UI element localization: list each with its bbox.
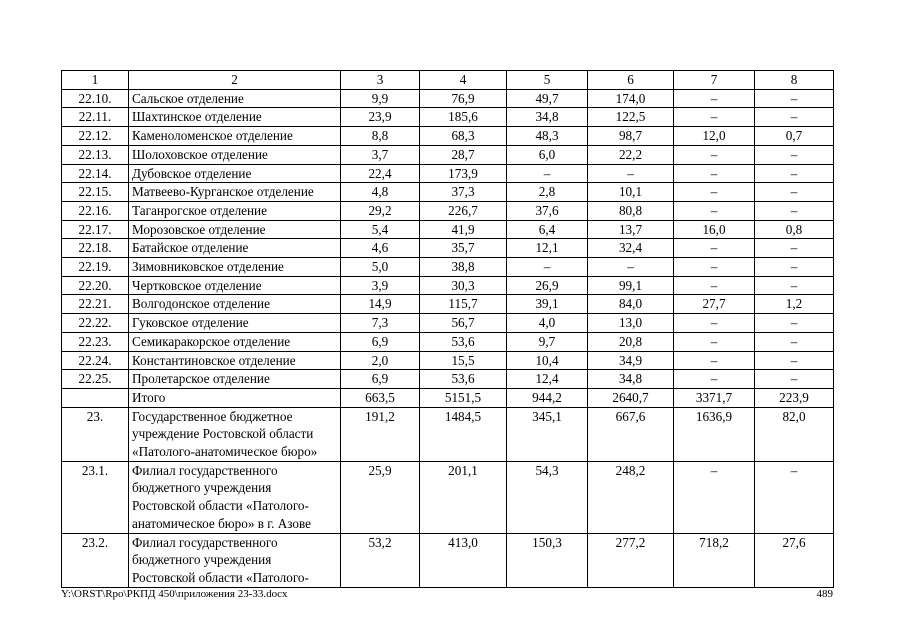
row-name-cell: Шахтинское отделение — [129, 108, 341, 127]
value-cell: 98,7 — [588, 127, 674, 146]
table-row — [62, 239, 834, 258]
row-number-cell: 22.13. — [62, 145, 129, 164]
row-number-cell: 22.11. — [62, 108, 129, 127]
value-cell: – — [755, 201, 834, 220]
row-name-cell: Матвеево-Курганское отделение — [129, 183, 341, 202]
row-number-cell: 22.14. — [62, 164, 129, 183]
row-name-cell: Гуковское отделение — [129, 314, 341, 333]
value-cell: 8,8 — [341, 127, 420, 146]
value-cell: 174,0 — [588, 89, 674, 108]
value-cell: 122,5 — [588, 108, 674, 127]
row-name-cell: Константиновское отделение — [129, 351, 341, 370]
value-cell: 22,4 — [341, 164, 420, 183]
table-row — [62, 370, 834, 389]
table-row — [62, 388, 834, 407]
value-cell: – — [755, 145, 834, 164]
value-cell: 6,4 — [507, 220, 588, 239]
value-cell: 34,9 — [588, 351, 674, 370]
value-cell: – — [755, 239, 834, 258]
value-cell: – — [674, 108, 755, 127]
value-cell: 84,0 — [588, 295, 674, 314]
value-cell: 1484,5 — [420, 407, 507, 461]
row-number-cell: 23. — [62, 407, 129, 461]
row-name-cell: Государственное бюджетное учреждение Ростовской области «Патолого-анатомическое бюро» — [129, 407, 341, 461]
value-cell: – — [674, 145, 755, 164]
value-cell: – — [674, 258, 755, 277]
value-cell: 54,3 — [507, 461, 588, 533]
row-name-cell: Морозовское отделение — [129, 220, 341, 239]
table-row — [62, 276, 834, 295]
value-cell: 5,0 — [341, 258, 420, 277]
value-cell: – — [507, 164, 588, 183]
value-cell: 9,9 — [341, 89, 420, 108]
value-cell: 30,3 — [420, 276, 507, 295]
value-cell: 37,6 — [507, 201, 588, 220]
header-cell: 5 — [507, 71, 588, 90]
header-cell: 8 — [755, 71, 834, 90]
header-cell: 1 — [62, 71, 129, 90]
value-cell: 5,4 — [341, 220, 420, 239]
header-cell: 4 — [420, 71, 507, 90]
value-cell: – — [755, 276, 834, 295]
value-cell: 0,7 — [755, 127, 834, 146]
row-number-cell: 22.22. — [62, 314, 129, 333]
row-number-cell: 22.24. — [62, 351, 129, 370]
value-cell: 53,6 — [420, 332, 507, 351]
value-cell: – — [674, 314, 755, 333]
value-cell: 191,2 — [341, 407, 420, 461]
value-cell: 226,7 — [420, 201, 507, 220]
value-cell: 173,9 — [420, 164, 507, 183]
value-cell: – — [755, 332, 834, 351]
header-cell: 7 — [674, 71, 755, 90]
table-row — [62, 145, 834, 164]
value-cell: 12,1 — [507, 239, 588, 258]
value-cell: – — [674, 164, 755, 183]
row-number-cell: 22.20. — [62, 276, 129, 295]
header-cell: 3 — [341, 71, 420, 90]
table-row — [62, 164, 834, 183]
value-cell: – — [755, 314, 834, 333]
value-cell: – — [674, 332, 755, 351]
header-cell: 2 — [129, 71, 341, 90]
value-cell: 37,3 — [420, 183, 507, 202]
value-cell: 2,8 — [507, 183, 588, 202]
value-cell: – — [755, 183, 834, 202]
value-cell: 76,9 — [420, 89, 507, 108]
value-cell: – — [674, 461, 755, 533]
value-cell: 25,9 — [341, 461, 420, 533]
value-cell: 12,4 — [507, 370, 588, 389]
value-cell: 34,8 — [588, 370, 674, 389]
row-number-cell: 22.18. — [62, 239, 129, 258]
row-number-cell: 22.10. — [62, 89, 129, 108]
value-cell: 277,2 — [588, 533, 674, 587]
value-cell: 49,7 — [507, 89, 588, 108]
table-row — [62, 108, 834, 127]
value-cell: – — [674, 89, 755, 108]
value-cell: 39,1 — [507, 295, 588, 314]
value-cell: 3,7 — [341, 145, 420, 164]
value-cell: 10,4 — [507, 351, 588, 370]
value-cell: 4,8 — [341, 183, 420, 202]
table-row — [62, 258, 834, 277]
value-cell: 0,8 — [755, 220, 834, 239]
table-row — [62, 183, 834, 202]
value-cell: 32,4 — [588, 239, 674, 258]
value-cell: 3,9 — [341, 276, 420, 295]
value-cell: – — [674, 276, 755, 295]
value-cell: 13,0 — [588, 314, 674, 333]
value-cell: – — [755, 108, 834, 127]
value-cell: 115,7 — [420, 295, 507, 314]
row-number-cell: 23.2. — [62, 533, 129, 587]
table-row — [62, 461, 834, 533]
header-cell: 6 — [588, 71, 674, 90]
value-cell: 3371,7 — [674, 388, 755, 407]
row-name-cell: Итого — [129, 388, 341, 407]
value-cell: – — [755, 258, 834, 277]
value-cell: 718,2 — [674, 533, 755, 587]
row-name-cell: Зимовниковское отделение — [129, 258, 341, 277]
table-row — [62, 201, 834, 220]
row-number-cell: 22.16. — [62, 201, 129, 220]
data-table — [61, 70, 834, 588]
row-number-cell: 22.19. — [62, 258, 129, 277]
value-cell: – — [755, 351, 834, 370]
value-cell: 223,9 — [755, 388, 834, 407]
value-cell: 667,6 — [588, 407, 674, 461]
value-cell: – — [674, 239, 755, 258]
table-body — [62, 89, 834, 587]
value-cell: 48,3 — [507, 127, 588, 146]
table-row — [62, 332, 834, 351]
row-name-cell: Волгодонское отделение — [129, 295, 341, 314]
table-header-row — [62, 71, 834, 90]
value-cell: 14,9 — [341, 295, 420, 314]
value-cell: 68,3 — [420, 127, 507, 146]
value-cell: 413,0 — [420, 533, 507, 587]
row-number-cell — [62, 388, 129, 407]
row-number-cell: 22.17. — [62, 220, 129, 239]
value-cell: – — [755, 89, 834, 108]
value-cell: 10,1 — [588, 183, 674, 202]
value-cell: 27,6 — [755, 533, 834, 587]
value-cell: 7,3 — [341, 314, 420, 333]
table-row — [62, 314, 834, 333]
row-name-cell: Таганрогское отделение — [129, 201, 341, 220]
value-cell: 5151,5 — [420, 388, 507, 407]
value-cell: 16,0 — [674, 220, 755, 239]
value-cell: 1,2 — [755, 295, 834, 314]
value-cell: 248,2 — [588, 461, 674, 533]
footer-page-number: 489 — [816, 588, 833, 600]
value-cell: 4,6 — [341, 239, 420, 258]
value-cell: – — [755, 164, 834, 183]
table-row — [62, 127, 834, 146]
value-cell: 12,0 — [674, 127, 755, 146]
value-cell: 6,9 — [341, 370, 420, 389]
footer-file-path: Y:\ORST\Rpo\РКПД 450\приложения 23-33.docx — [61, 588, 288, 600]
value-cell: 35,7 — [420, 239, 507, 258]
value-cell: 28,7 — [420, 145, 507, 164]
value-cell: 663,5 — [341, 388, 420, 407]
value-cell: 13,7 — [588, 220, 674, 239]
row-name-cell: Шолоховское отделение — [129, 145, 341, 164]
value-cell: 29,2 — [341, 201, 420, 220]
row-number-cell: 23.1. — [62, 461, 129, 533]
value-cell: 20,8 — [588, 332, 674, 351]
value-cell: 23,9 — [341, 108, 420, 127]
value-cell: 53,6 — [420, 370, 507, 389]
table-row — [62, 407, 834, 461]
value-cell: – — [588, 164, 674, 183]
row-name-cell: Филиал государственного бюджетного учреждения Ростовской области «Патолого- — [129, 533, 341, 587]
row-number-cell: 22.25. — [62, 370, 129, 389]
value-cell: 80,8 — [588, 201, 674, 220]
value-cell: – — [674, 370, 755, 389]
value-cell: 34,8 — [507, 108, 588, 127]
value-cell: – — [674, 201, 755, 220]
value-cell: 1636,9 — [674, 407, 755, 461]
value-cell: 27,7 — [674, 295, 755, 314]
table-row — [62, 351, 834, 370]
value-cell: 15,5 — [420, 351, 507, 370]
value-cell: 150,3 — [507, 533, 588, 587]
row-name-cell: Батайское отделение — [129, 239, 341, 258]
value-cell: 944,2 — [507, 388, 588, 407]
value-cell: 9,7 — [507, 332, 588, 351]
value-cell: – — [755, 461, 834, 533]
row-name-cell: Семикаракорское отделение — [129, 332, 341, 351]
table-row — [62, 295, 834, 314]
value-cell: 41,9 — [420, 220, 507, 239]
value-cell: – — [674, 351, 755, 370]
value-cell: 53,2 — [341, 533, 420, 587]
row-number-cell: 22.12. — [62, 127, 129, 146]
value-cell: 6,0 — [507, 145, 588, 164]
value-cell: – — [674, 183, 755, 202]
value-cell: 26,9 — [507, 276, 588, 295]
row-number-cell: 22.23. — [62, 332, 129, 351]
value-cell: 22,2 — [588, 145, 674, 164]
value-cell: – — [588, 258, 674, 277]
table-row — [62, 89, 834, 108]
row-number-cell: 22.21. — [62, 295, 129, 314]
value-cell: – — [507, 258, 588, 277]
value-cell: 82,0 — [755, 407, 834, 461]
row-name-cell: Чертковское отделение — [129, 276, 341, 295]
value-cell: 4,0 — [507, 314, 588, 333]
value-cell: 6,9 — [341, 332, 420, 351]
table-row — [62, 220, 834, 239]
value-cell: – — [755, 370, 834, 389]
row-name-cell: Пролетарское отделение — [129, 370, 341, 389]
value-cell: 56,7 — [420, 314, 507, 333]
row-number-cell: 22.15. — [62, 183, 129, 202]
value-cell: 2640,7 — [588, 388, 674, 407]
table-row — [62, 533, 834, 587]
value-cell: 99,1 — [588, 276, 674, 295]
value-cell: 38,8 — [420, 258, 507, 277]
row-name-cell: Сальское отделение — [129, 89, 341, 108]
value-cell: 345,1 — [507, 407, 588, 461]
value-cell: 2,0 — [341, 351, 420, 370]
row-name-cell: Филиал государственного бюджетного учреждения Ростовской области «Патолого-анатомическое бюро» в г. Азове — [129, 461, 341, 533]
row-name-cell: Каменоломенское отделение — [129, 127, 341, 146]
value-cell: 185,6 — [420, 108, 507, 127]
row-name-cell: Дубовское отделение — [129, 164, 341, 183]
value-cell: 201,1 — [420, 461, 507, 533]
